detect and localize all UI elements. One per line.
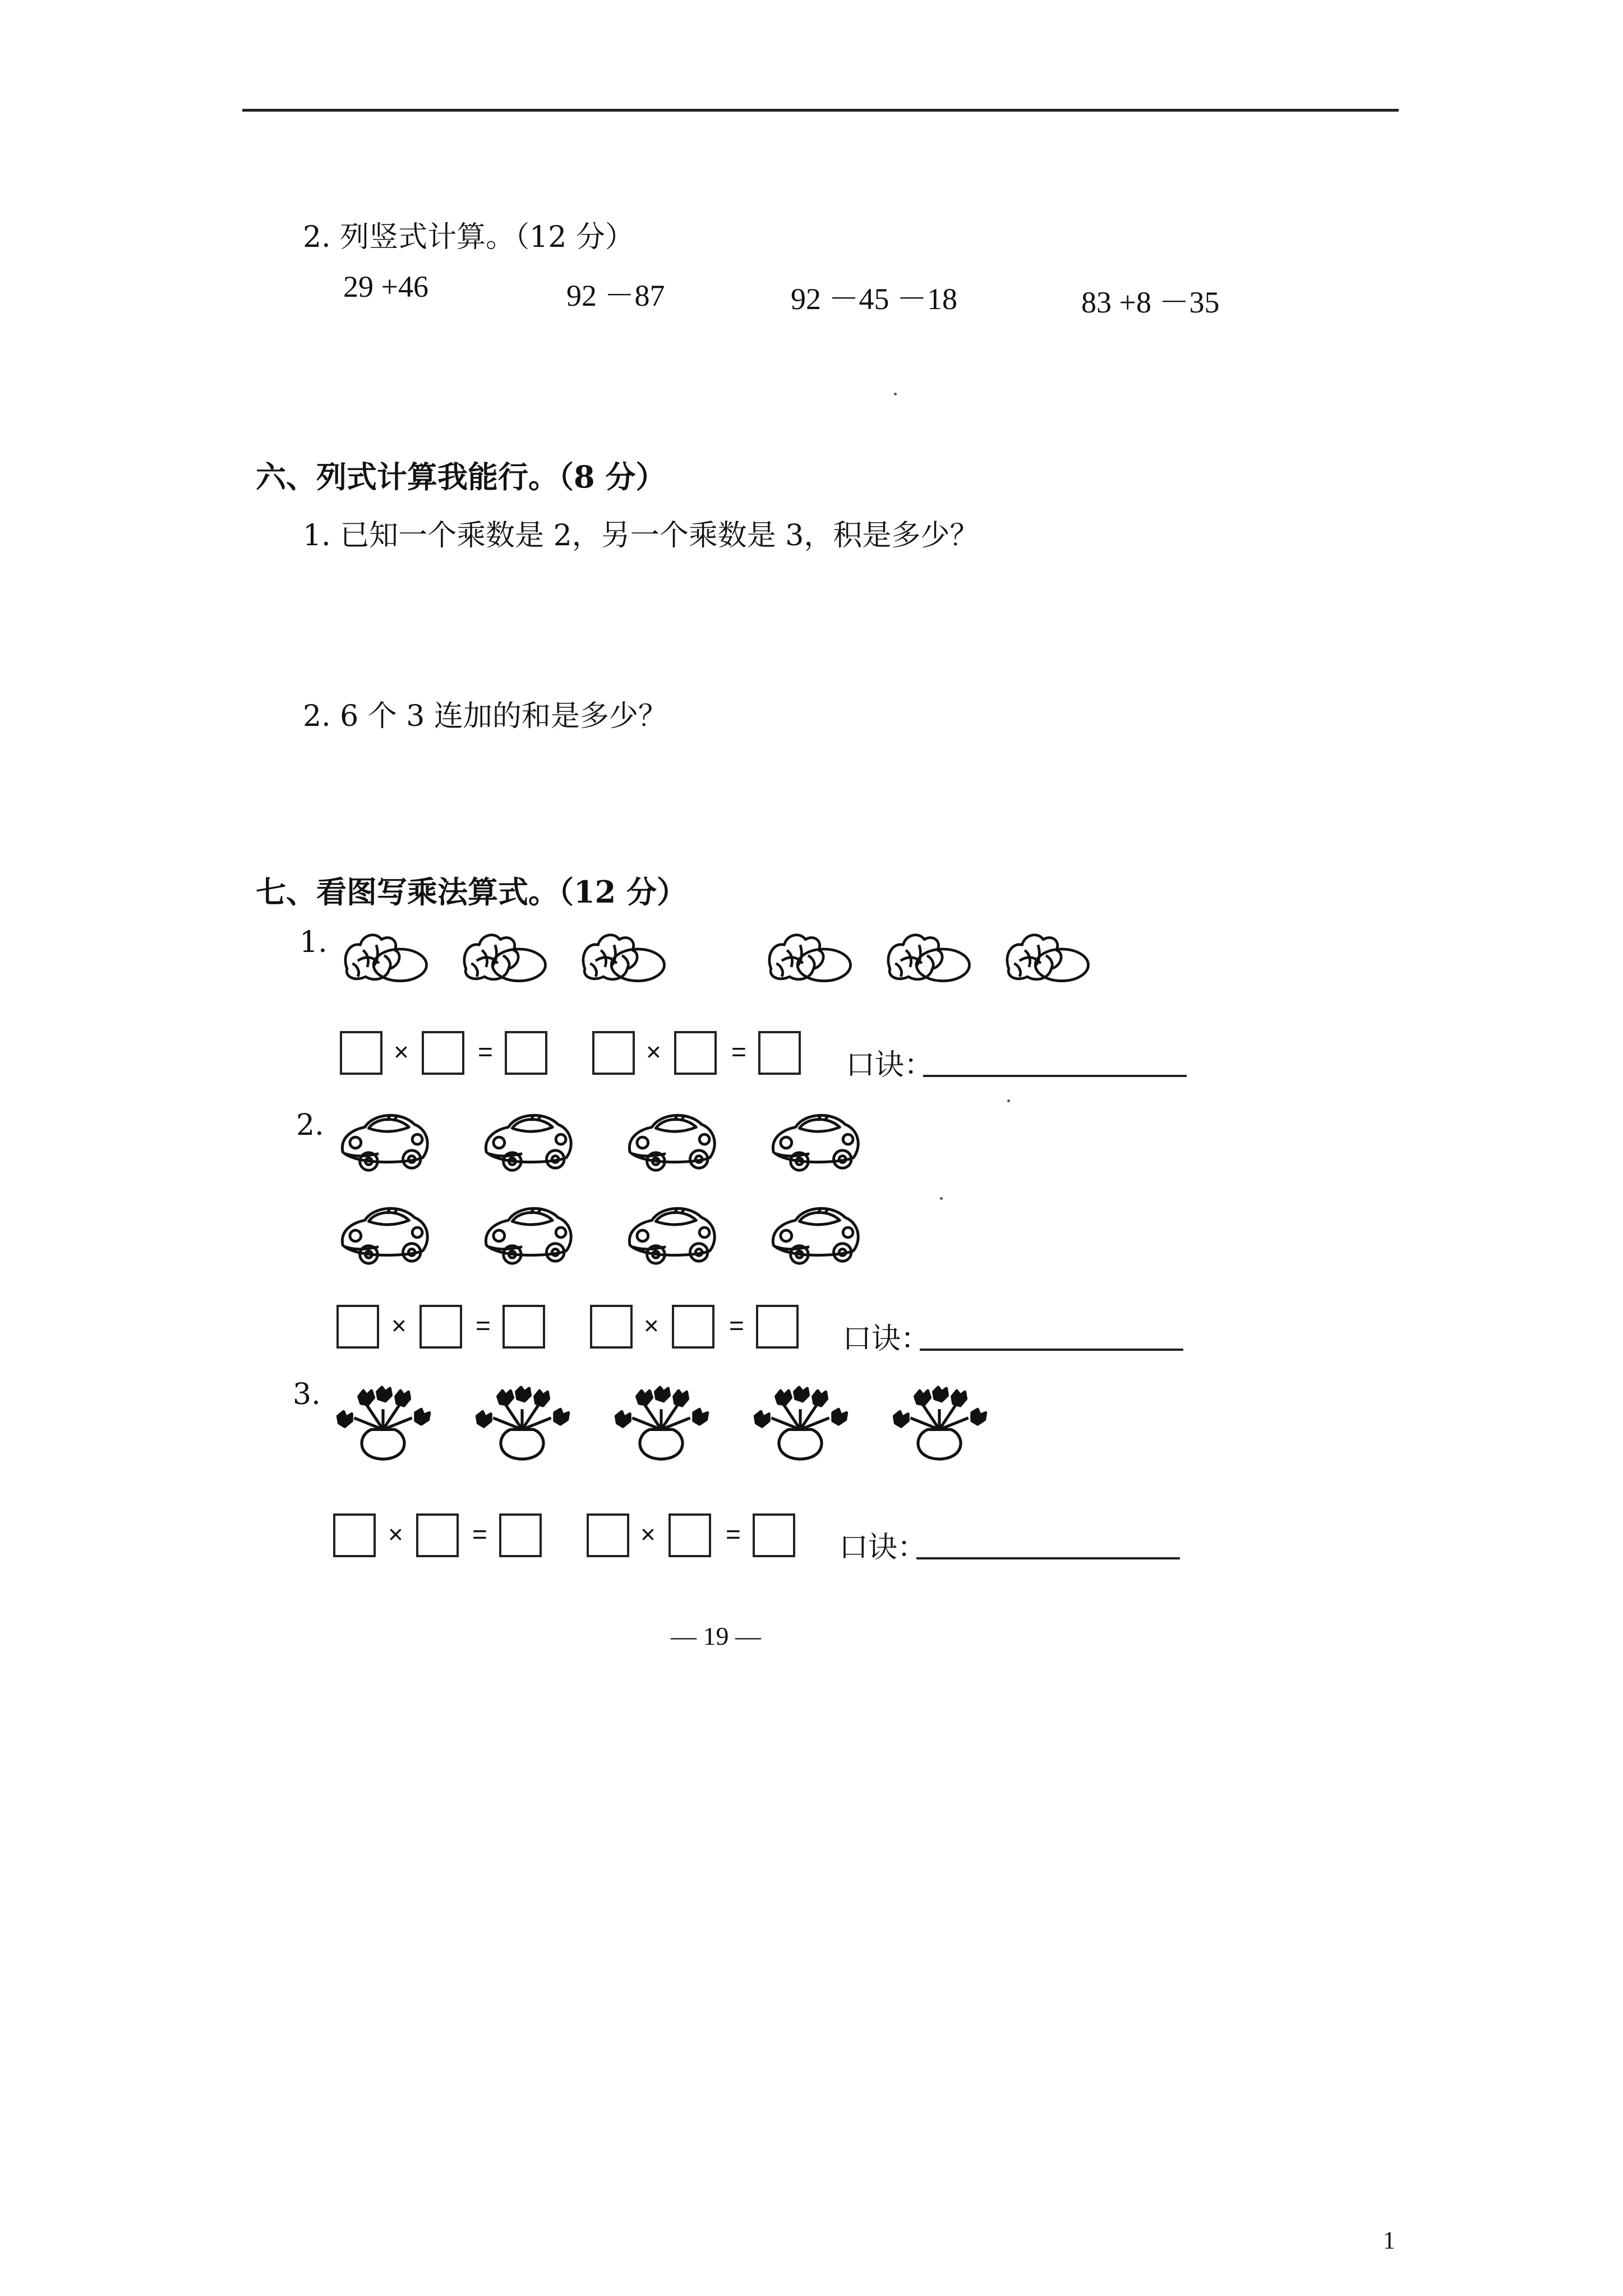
part6-heading: 六、列式计算我能行。（8 分） <box>256 459 666 495</box>
times-sign: × <box>388 1520 403 1549</box>
answer-box[interactable] <box>336 1305 379 1349</box>
answer-box[interactable] <box>590 1305 633 1349</box>
answer-box[interactable] <box>753 1513 795 1557</box>
cabbage-icon <box>336 923 432 993</box>
flower-vase-icon <box>609 1379 713 1469</box>
car-icon <box>621 1105 721 1177</box>
times-sign: × <box>394 1037 409 1066</box>
answer-box[interactable] <box>340 1031 382 1075</box>
equals-sign: = <box>476 1311 491 1340</box>
part6-question-1: 1. 已知一个乘数是 2，另一个乘数是 3，积是多少？ <box>303 519 979 553</box>
car-icon <box>334 1198 434 1270</box>
answer-box[interactable] <box>592 1031 635 1075</box>
equals-sign: = <box>731 1037 746 1066</box>
answer-box[interactable] <box>499 1513 542 1557</box>
answer-box[interactable] <box>333 1513 376 1557</box>
koujue-answer-line[interactable] <box>920 1349 1183 1351</box>
scan-speck <box>940 1197 943 1200</box>
scan-speck <box>894 393 897 395</box>
times-sign: × <box>391 1311 407 1340</box>
koujue-label: 口诀： <box>839 1531 927 1565</box>
vertical-calc-title: 2. 列竖式计算。（12 分） <box>303 220 634 254</box>
answer-box[interactable] <box>756 1305 799 1349</box>
answer-box[interactable] <box>587 1513 629 1557</box>
answer-box[interactable] <box>758 1031 801 1075</box>
car-icon <box>621 1198 721 1270</box>
answer-box[interactable] <box>422 1031 464 1075</box>
part6-question-2: 2. 6 个 3 连加的和是多少？ <box>303 700 667 733</box>
cabbage-icon <box>455 923 551 993</box>
expr-3: 92 －45 －18 <box>791 282 957 316</box>
page-number: — 19 — <box>671 1622 761 1650</box>
koujue-answer-line[interactable] <box>916 1557 1180 1559</box>
car-icon <box>478 1198 578 1270</box>
equals-sign: = <box>726 1520 741 1549</box>
times-sign: × <box>646 1037 661 1066</box>
expr-1: 29 +46 <box>343 270 428 303</box>
cabbage-icon <box>574 923 670 993</box>
koujue-answer-line[interactable] <box>923 1075 1187 1077</box>
cabbage-icon <box>998 923 1094 993</box>
answer-box[interactable] <box>419 1305 462 1349</box>
cabbage-icon <box>760 923 856 993</box>
car-icon <box>334 1105 434 1177</box>
equals-sign: = <box>472 1520 487 1549</box>
scan-speck <box>1007 1099 1010 1102</box>
corner-number: 1 <box>1383 2226 1395 2254</box>
answer-box[interactable] <box>502 1305 545 1349</box>
answer-box[interactable] <box>505 1031 547 1075</box>
item1-number: 1. <box>299 926 328 959</box>
equals-sign: = <box>729 1311 744 1340</box>
item2-number: 2. <box>296 1108 324 1142</box>
car-icon <box>765 1198 865 1270</box>
times-sign: × <box>640 1520 656 1549</box>
times-sign: × <box>644 1311 659 1340</box>
answer-box[interactable] <box>416 1513 459 1557</box>
item3-number: 3. <box>293 1378 321 1411</box>
flower-vase-icon <box>470 1379 574 1469</box>
car-icon <box>478 1105 578 1177</box>
equals-sign: = <box>478 1037 493 1066</box>
part7-heading: 七、看图写乘法算式。（12 分） <box>256 874 687 910</box>
answer-box[interactable] <box>674 1031 717 1075</box>
answer-box[interactable] <box>668 1513 711 1557</box>
cabbage-icon <box>879 923 975 993</box>
header-rule <box>242 109 1399 112</box>
expr-4: 83 +8 －35 <box>1081 286 1220 319</box>
flower-vase-icon <box>887 1379 992 1469</box>
flower-vase-icon <box>748 1379 852 1469</box>
answer-box[interactable] <box>672 1305 714 1349</box>
flower-vase-icon <box>331 1379 435 1469</box>
car-icon <box>765 1105 865 1177</box>
expr-2: 92 －87 <box>566 279 665 312</box>
koujue-label: 口诀： <box>846 1048 934 1082</box>
koujue-label: 口诀： <box>842 1322 930 1356</box>
